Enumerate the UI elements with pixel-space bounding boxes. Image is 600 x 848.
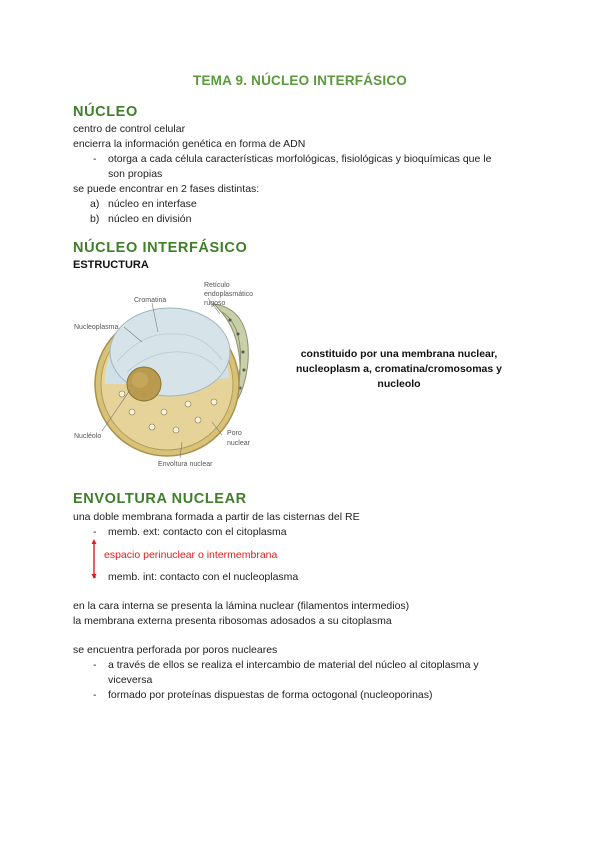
nucleo-line-2: encierra la información genética en forma de ADN	[73, 138, 306, 150]
bullet-memb-ext: memb. ext: contacto con el citoplasma	[108, 526, 287, 538]
label-nucleoplasma: Nucleoplasma	[74, 324, 119, 331]
envoltura-intro: una doble membrana formada a partir de las cisternas del RE	[73, 511, 360, 523]
ribosomas-line: la membrana externa presenta ribosomas adosados a su citoplasma	[73, 615, 392, 627]
bullet-memb-int: memb. int: contacto con el nucleoplasma	[108, 571, 299, 583]
bullet-mark-b: -	[93, 689, 97, 701]
bullet-nucleoporinas: formado por proteínas dispuestas de forma octogonal (nucleoporinas)	[108, 689, 433, 701]
bullet-intercambio-1: a través de ellos se realiza el intercambio de material del núcleo al citoplasma y	[108, 659, 479, 671]
label-envoltura: Envoltura nuclear	[158, 461, 213, 468]
nucleolus-shape	[127, 367, 161, 401]
heading-nucleo: NÚCLEO	[73, 104, 138, 120]
label-reticulo-2: endoplasmático	[204, 291, 254, 298]
heading-envoltura-nuclear: ENVOLTURA NUCLEAR	[73, 491, 247, 507]
nucleo-bullet-line-2: son propias	[108, 168, 163, 180]
document-title: TEMA 9. NÚCLEO INTERFÁSICO	[193, 73, 407, 88]
label-cromatina: Cromatina	[134, 297, 167, 304]
poros-intro: se encuentra perforada por poros nucleares	[73, 644, 278, 656]
nucleo-line-1: centro de control celular	[73, 123, 186, 135]
nucleus-illustration	[72, 272, 272, 472]
phase-a-text: núcleo en interfase	[108, 198, 197, 210]
label-poro-1: Poro	[227, 430, 242, 437]
bullet-intercambio-2: viceversa	[108, 674, 153, 686]
heading-nucleo-interfasico: NÚCLEO INTERFÁSICO	[73, 240, 248, 256]
label-nucleolo: Nucléolo	[74, 433, 102, 440]
phases-intro: se puede encontrar en 2 fases distintas:	[73, 183, 260, 195]
espacio-perinuclear: espacio perinuclear o intermembrana	[104, 549, 278, 561]
caption-line-1: constituido por una membrana nuclear,	[300, 348, 498, 360]
nucleo-bullet-line-1: otorga a cada célula características morfológicas, fisiológicas y bioquímicas que le	[108, 153, 492, 165]
phase-b-text: núcleo en división	[108, 213, 192, 225]
bullet-mark-int: -	[93, 571, 97, 583]
label-poro-2: nuclear	[227, 440, 250, 447]
phase-b-mark: b)	[90, 213, 100, 225]
bullet-mark: -	[93, 153, 97, 165]
bullet-mark-ext: -	[93, 526, 97, 538]
label-reticulo-3: rugoso	[204, 300, 226, 307]
label-reticulo-1: Retículo	[204, 282, 230, 289]
bullet-mark-a: -	[93, 659, 97, 671]
caption-line-2: nucleoplasm a, cromatina/cromosomas y	[296, 363, 502, 375]
structure-caption	[284, 347, 514, 392]
subheading-estructura: ESTRUCTURA	[73, 259, 149, 271]
caption-line-3: nucleolo	[377, 378, 421, 390]
lamina-line: en la cara interna se presenta la lámina nuclear (filamentos intermedios)	[73, 600, 410, 612]
phase-a-mark: a)	[90, 198, 100, 210]
